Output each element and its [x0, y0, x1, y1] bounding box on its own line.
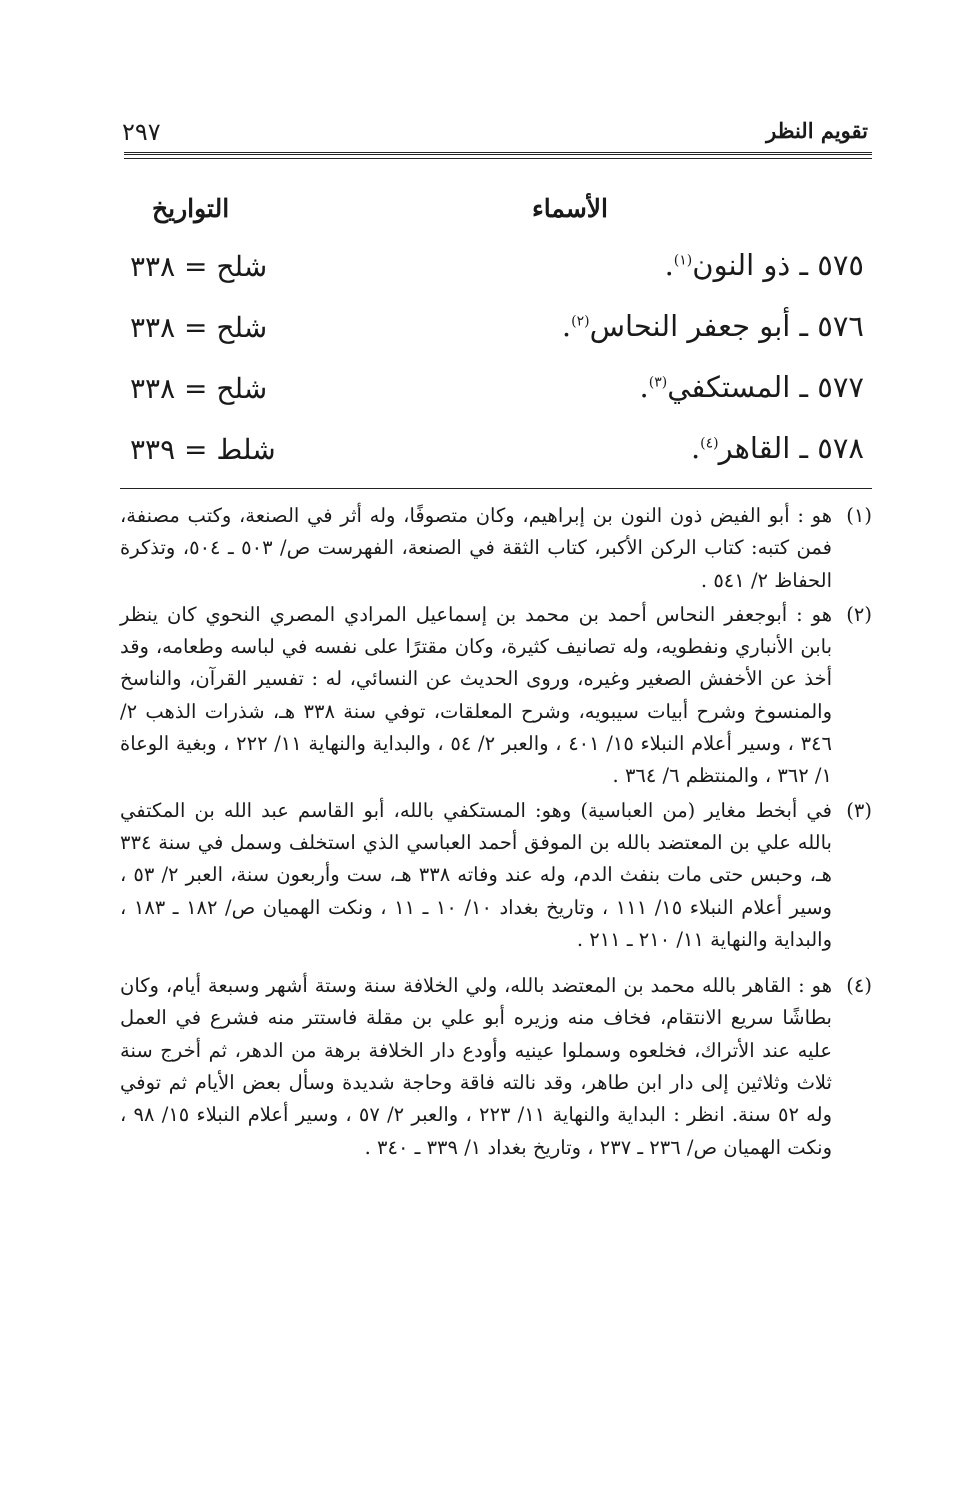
entry-row [120, 309, 872, 370]
names-column-heading: الأسماء [532, 194, 608, 223]
footnote-2 [120, 599, 872, 793]
footnote-number: (٢) [846, 602, 872, 626]
entry-row [120, 431, 872, 492]
footnote-number: (١) [846, 504, 872, 527]
entry-date: شلح = ٣٣٨ [130, 372, 268, 405]
entries-list [120, 248, 872, 492]
entry-row [120, 370, 872, 431]
header-rule-secondary [124, 158, 872, 159]
footnotes [120, 500, 872, 1166]
footnote-ref[interactable]: (١) [673, 252, 693, 269]
footnote-number: (٤) [846, 974, 872, 998]
entry-end: . [690, 431, 701, 465]
entry-end: . [561, 309, 572, 343]
footnote-ref[interactable]: (٤) [700, 435, 719, 452]
page-number: ٢٩٧ [122, 118, 161, 146]
footnote-4 [120, 970, 872, 1164]
entry-name: ٥٧٦ ـ أبو جعفر النحاس$^{(٢)}$. [561, 309, 864, 343]
entry-date: شلح = ٣٣٨ [130, 250, 268, 283]
entry-name: ٥٧٧ ـ المستكفي$^{(٣)}$. [639, 370, 864, 404]
footnote-text: هو : أبوجعفر النحاس أحمد بن محمد بن إسماعيل المرادي المصري النحوي كان ينظر بابن الأنباري ونفطويه، وله تصانيف كثيرة، وكان مقترًا على نفسه في لباسه وطعامه، وقد أخذ عن الأخفش الصغير وغيره، وروى الحديث عن النسائي، له : تفسير القرآن، والناسخ والمنسوخ وشرح أبيات سيبويه، وشرح المعلقات، توفي سنة ٣٣٨ هـ، شذرات الذهب ٢/ ٣٤٦ ، وسير أعلام النبلاء ١٥/ ٤٠١ ، والعبر ٢/ ٥٤ ، والبداية والنهاية ١١/ ٢٢٢ ، وبغية الوعاة ١/ ٣٦٢ ، والمنتظم ٦/ ٣٦٤ . [120, 602, 832, 788]
footnote-3 [120, 795, 872, 956]
footnote-text: في أبخط مغاير (من العباسية) وهو: المستكفي بالله، أبو القاسم عبد الله بن المكتفي بالله علي بن المعتضد بالله بن الموفق أحمد العباسي الذي استخلف وسمل في سنة ٣٣٤ هـ، وحبس حتى مات بنفث الدم، وله عند وفاته ٣٣٨ هـ، ست وأربعون سنة، العبر ٢/ ٥٣ ، وسير أعلام النبلاء ١٥/ ١١١ ، وتاريخ بغداد ١٠/ ١٠ ـ ١١ ، ونكت الهميان ص/ ١٨٢ ـ ١٨٣ ، والبداية والنهاية ١١/ ٢١٠ ـ ٢١١ . [120, 798, 832, 951]
entry-end: . [664, 248, 674, 282]
entry-row [120, 248, 872, 309]
footnote-1 [120, 500, 872, 597]
entry-end: . [639, 370, 649, 404]
dates-column-heading: التواريخ [152, 194, 230, 223]
entry-date: شلح = ٣٣٨ [130, 311, 268, 344]
footnote-ref[interactable]: (٣) [648, 374, 668, 391]
running-title: تقويم النظر [766, 118, 868, 143]
entry-name: ٥٧٨ ـ القاهر$^{(٤)}$. [690, 431, 864, 465]
footnote-text: هو : القاهر بالله محمد بن المعتضد بالله، ولي الخلافة سنة وستة أشهر وسبعة أيام، وكان بطاشًا سريع الانتقام، فخاف منه وزيره أبو علي بن مقلة فاستتر منه فشرع في العمل عليه عند الأتراك، فخلعوه وسملوا عينيه وأودع دار الخلافة برهة من الدهر، ثم أخرج سنة ثلاث وثلاثين إلى دار ابن طاهر، وقد نالته فاقة وحاجة شديدة وسأل بعض الأيام ثم توفي وله ٥٢ سنة. انظر : البداية والنهاية ١١/ ٢٢٣ ، والعبر ٢/ ٥٧ ، وسير أعلام النبلاء ١٥/ ٩٨ ، ونكت الهميان ص/ ٢٣٦ ـ ٢٣٧ ، وتاريخ بغداد ١/ ٣٣٩ ـ ٣٤٠ . [120, 974, 832, 1159]
entry-name: ٥٧٥ ـ ذو النون$^{(١)}$. [664, 248, 864, 282]
footnote-ref[interactable]: (٢) [571, 313, 590, 330]
footnote-text: هو : أبو الفيض ذون النون بن إبراهيم، وكان متصوفًا، وله أثر في الصنعة، وكتب مصنفة، فمن كتبه: كتاب الركن الأكبر، كتاب الثقة في الصنعة، الفهرست ص/ ٥٠٣ ـ ٥٠٤، وتذكرة الحفاظ ٢/ ٥٤١ . [120, 504, 832, 592]
footnote-separator [120, 488, 872, 489]
footnote-number: (٣) [846, 798, 872, 822]
header-rule [124, 152, 872, 155]
entry-date: شلط = ٣٣٩ [130, 433, 276, 466]
